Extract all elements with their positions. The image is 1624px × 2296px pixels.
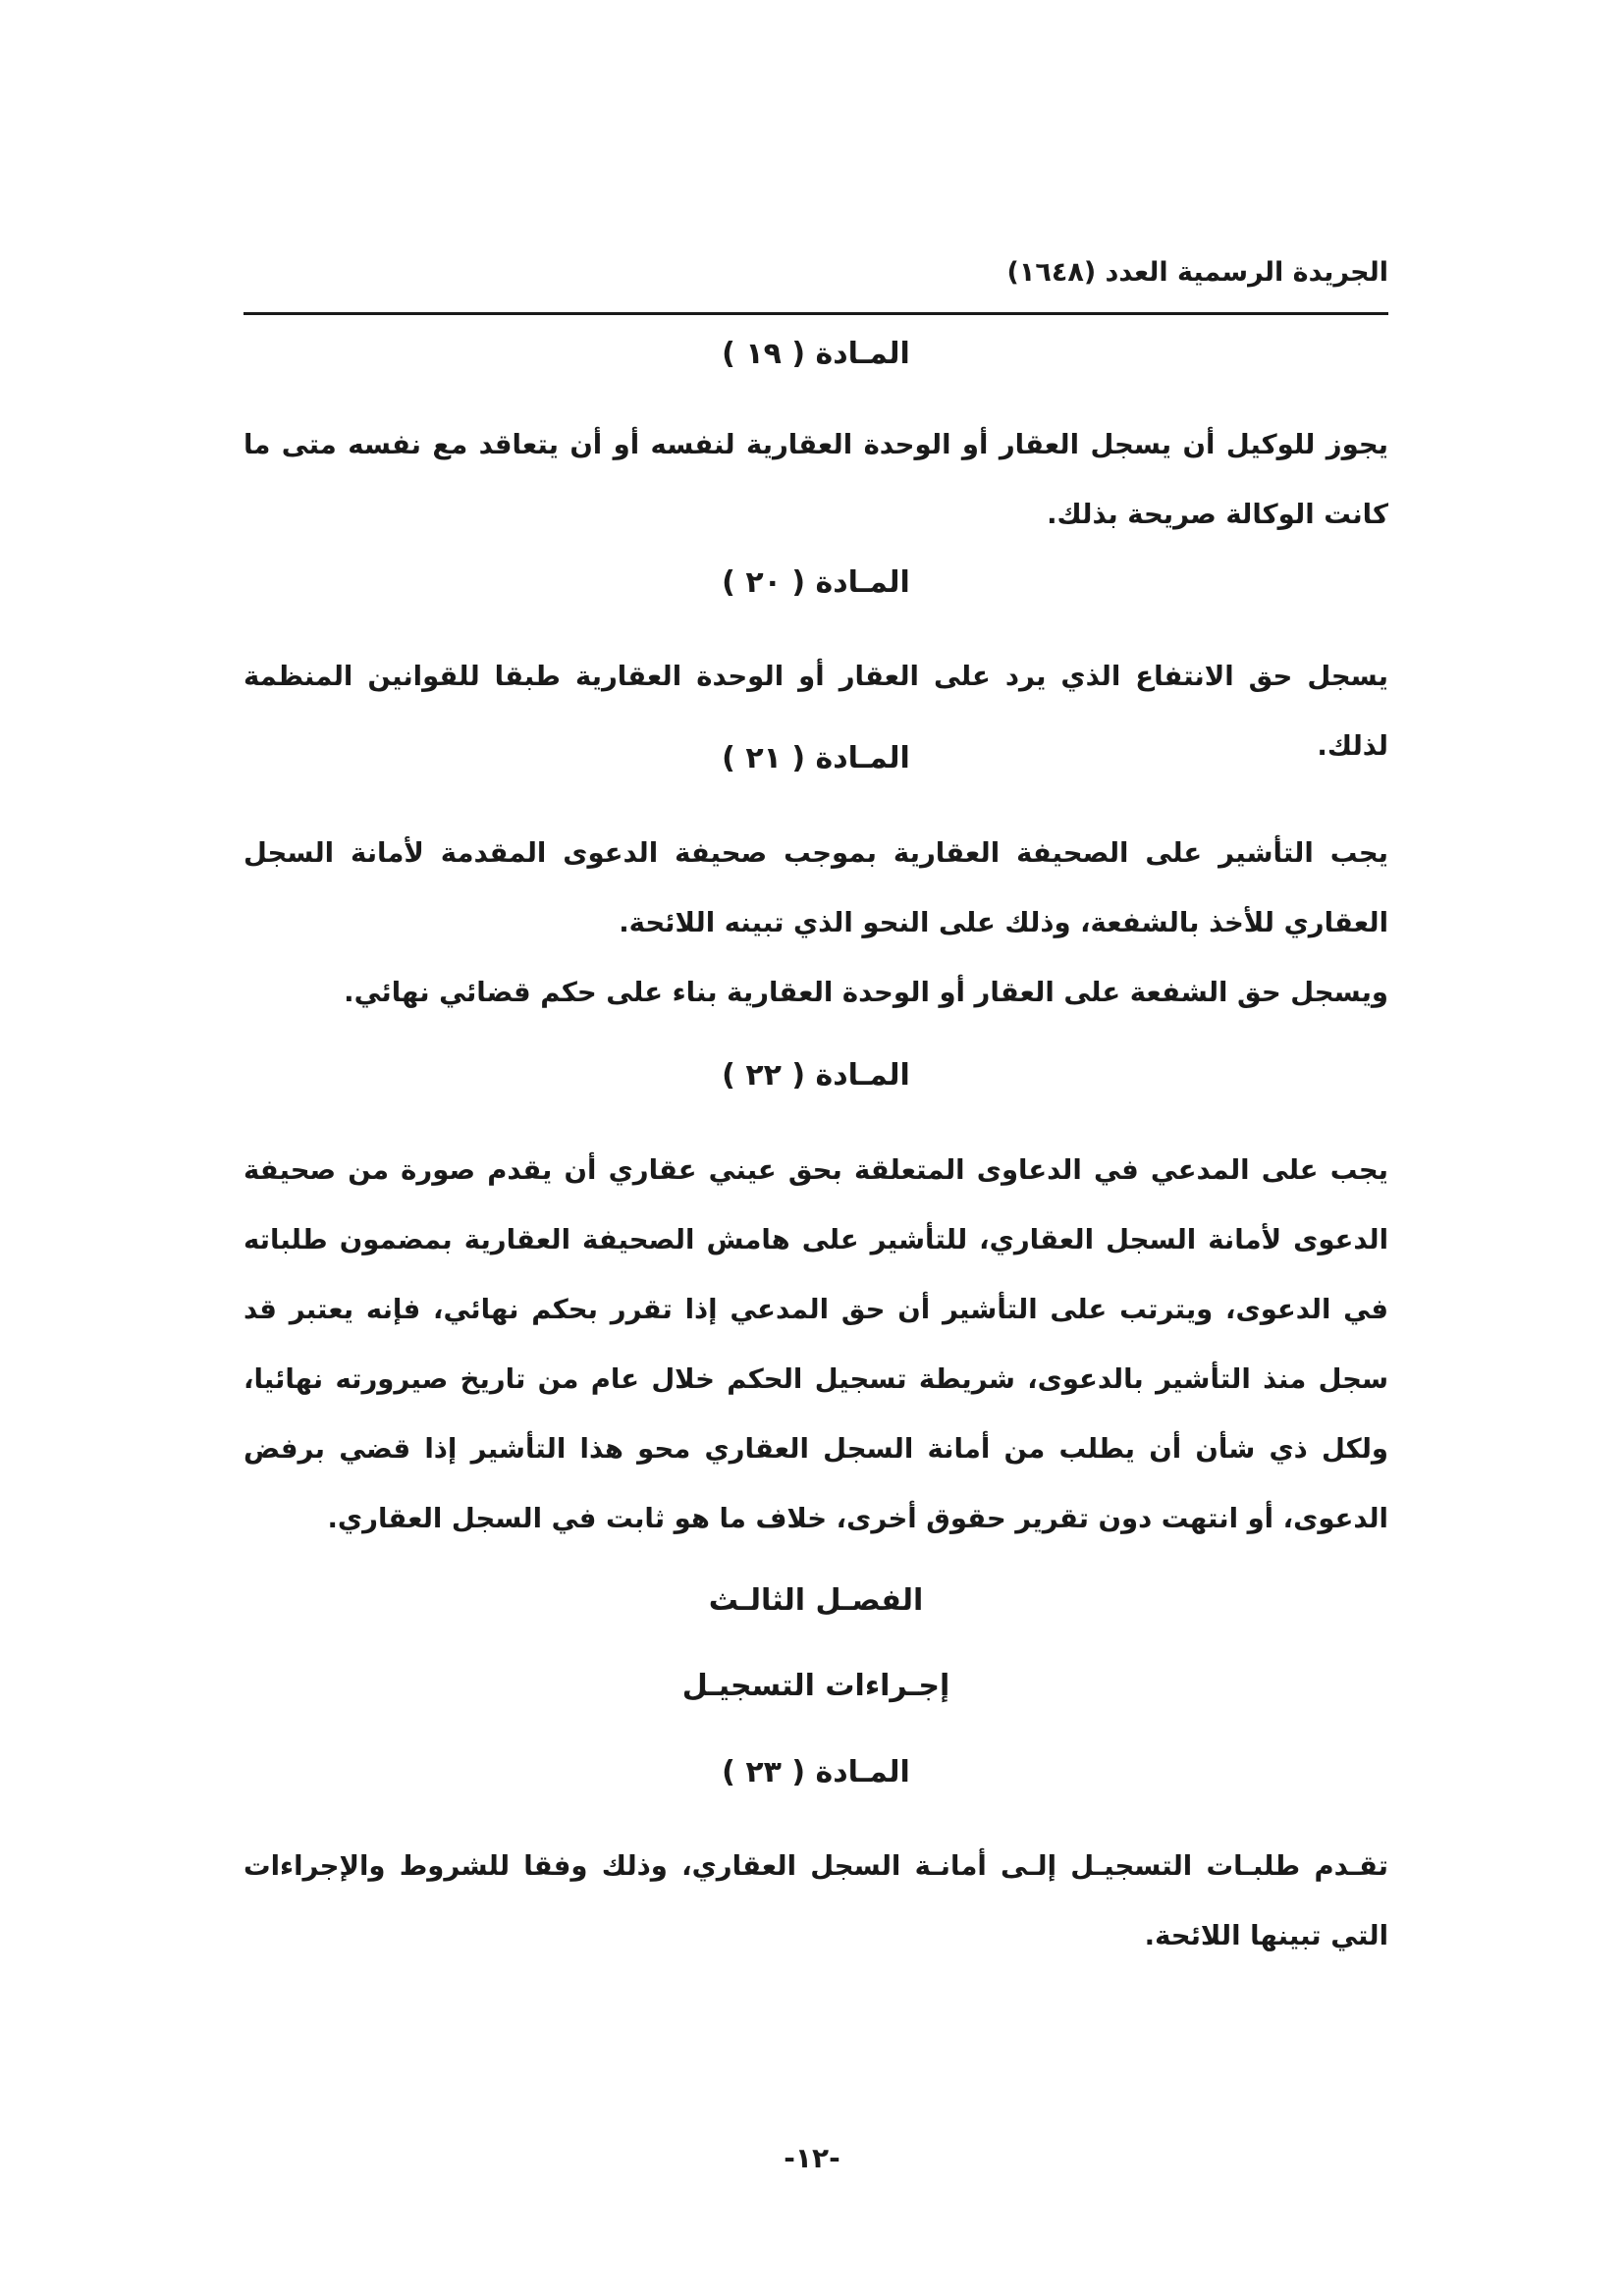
page-number: -١٢- [784,2142,840,2174]
article-20-heading-block [244,565,1388,600]
article-paragraph: تقـدم طلبـات التسجيـل إلـى أمانـة السجل العقاري، وذلك وفقا للشروط والإجراءات التي تبينها اللائحة. [244,1850,1388,1951]
article-22-heading-block [244,1058,1388,1093]
article-23-body [244,1832,1388,1971]
article-paragraph: ويسجل حق الشفعة على العقار أو الوحدة العقارية بناء على حكم قضائي نهائي. [344,977,1388,1008]
article-heading: المـادة ( ٢٣ ) [722,1755,910,1789]
chapter-title-block [244,1583,1388,1618]
article-paragraph: يجوز للوكيل أن يسجل العقار أو الوحدة العقارية لنفسه أو أن يتعاقد مع نفسه متى ما كانت الوكالة صريحة بذلك. [244,429,1388,530]
article-19-heading-block [244,337,1388,371]
chapter-subtitle: إجـراءات التسجيـل [681,1669,950,1703]
article-paragraph: يجب على المدعي في الدعاوى المتعلقة بحق عيني عقاري أن يقدم صورة من صحيفة الدعوى لأمانة السجل العقاري، للتأشير على هامش الصحيفة العقارية بمضمون طلباته في الدعوى، ويترتب على التأشير أن حق المدعي إذا تقرر بحكم نهائي، فإنه يعتبر قد سجل منذ التأشير بالدعوى، شريطة تسجيل الحكم خلال عام من تاريخ صيرورته نهائيا، ولكل ذي شأن أن يطلب من أمانة السجل العقاري محو هذا التأشير إذا قضي برفض الدعوى، أو انتهت دون تقرير حقوق أخرى، خلاف ما هو ثابت في السجل العقاري. [244,1154,1388,1534]
chapter-title: الفصـل الثالـث [708,1583,924,1618]
article-paragraph: يسجل حق الانتفاع الذي يرد على العقار أو الوحدة العقارية طبقا للقوانين المنظمة لذلك. [244,661,1388,762]
article-23-heading-block [244,1755,1388,1789]
article-21-heading-block [244,741,1388,775]
article-heading: المـادة ( ٢٢ ) [722,1058,910,1093]
gazette-header-title: الجريدة الرسمية العدد (١٦٤٨) [1006,257,1388,288]
header-divider [244,312,1388,315]
article-22-body [244,1136,1388,1554]
article-paragraph: يجب التأشير على الصحيفة العقارية بموجب صحيفة الدعوى المقدمة لأمانة السجل العقاري للأخذ بالشفعة، وذلك على النحو الذي تبينه اللائحة. [244,837,1388,938]
article-heading: المـادة ( ٢٠ ) [722,565,910,600]
chapter-subtitle-block [244,1669,1388,1703]
article-heading: المـادة ( ٢١ ) [722,741,910,775]
article-19-body [244,410,1388,550]
article-21-body [244,819,1388,1028]
article-heading: المـادة ( ١٩ ) [722,337,910,371]
